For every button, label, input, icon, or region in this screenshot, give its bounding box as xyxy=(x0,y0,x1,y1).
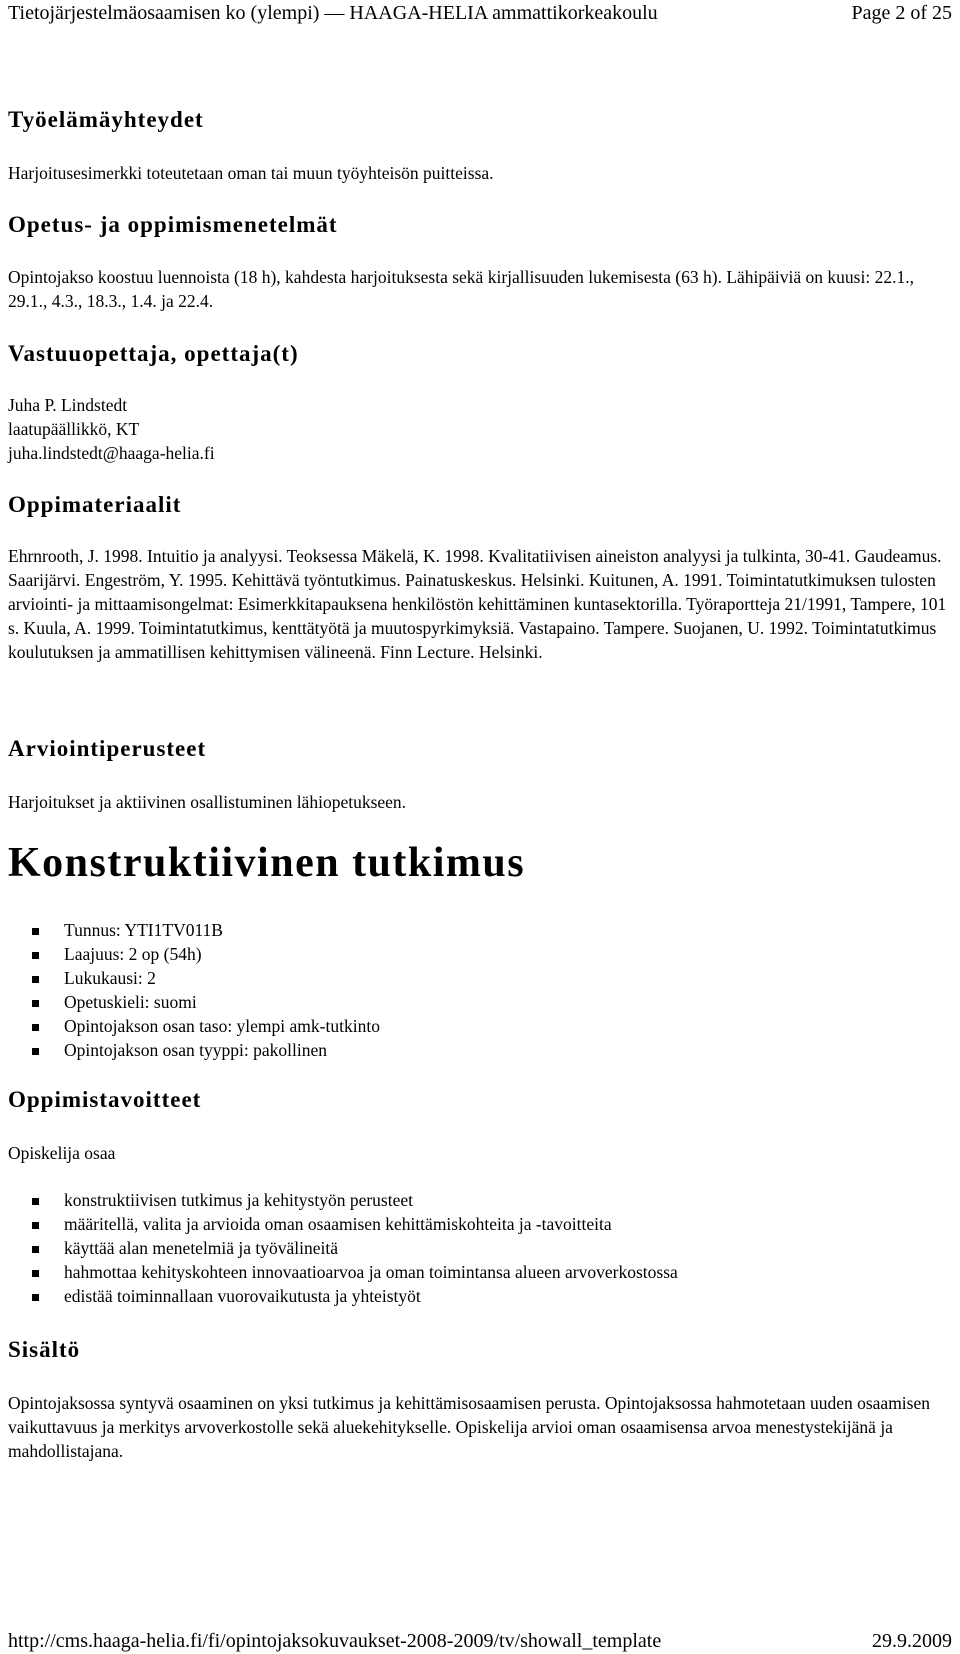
text-oppimateriaalit: Ehrnrooth, J. 1998. Intuitio ja analyysi. Teoksessa Mäkelä, K. 1998. Kvalitatiivisen aineiston analyysi ja tulkinta, 30-41. Gaudeamus. Saarijärvi. Engeström, Y. 1995. Kehittävä työntutkimus. Painatuskeskus. Helsinki. Kuitunen, A. 1991. Toimintatutkimuksen tulosten arviointi- ja mittaamisongelmat: Esimerkkitapauksena henkilöstön kehittäminen kuntasektorilla. Työraportteja 21/1991, Tampere, 101 s. Kuula, A. 1999. Toimintatutkimus, kenttätyötä ja muutospyrkimyksiä. Vastapaino. Tampere. Suojanen, U. 1992. Toimintatutkimus koulutuksen ja ammatillisen kehittymisen välineenä. Finn Lecture. Helsinki. xyxy=(8,546,947,662)
text-arviointiperusteet: Harjoitukset ja aktiivinen osallistuminen lähiopetukseen. xyxy=(8,792,407,812)
text-tyoelamayhteydet: Harjoitusesimerkki toteutetaan oman tai muun työyhteisön puitteissa. xyxy=(8,163,494,183)
teacher-role: laatupäällikkö, KT xyxy=(8,419,140,439)
teacher-email[interactable]: juha.lindstedt@haaga-helia.fi xyxy=(8,443,215,463)
objectives-list xyxy=(32,1188,678,1308)
heading-oppimistavoitteet: Oppimistavoitteet xyxy=(8,1087,202,1112)
heading-oppimateriaalit: Oppimateriaalit xyxy=(8,492,182,517)
text-oppimistavoitteet-intro: Opiskelija osaa xyxy=(8,1143,116,1163)
objective-item: edistää toiminnallaan vuorovaikutusta ja yhteistyöt xyxy=(32,1284,678,1308)
detail-item: Lukukausi: 2 xyxy=(32,966,380,990)
detail-item: Opintojakson osan tyyppi: pakollinen xyxy=(32,1038,380,1062)
heading-tyoelamayhteydet: Työelämäyhteydet xyxy=(8,107,204,132)
detail-item: Opintojakson osan taso: ylempi amk-tutkinto xyxy=(32,1014,380,1038)
heading-arviointiperusteet: Arviointiperusteet xyxy=(8,736,207,761)
detail-item: Tunnus: YTI1TV011B xyxy=(32,918,380,942)
page-number: Page 2 of 25 xyxy=(851,2,952,24)
objective-item: hahmottaa kehityskohteen innovaatioarvoa ja oman toimintansa alueen arvoverkostossa xyxy=(32,1260,678,1284)
footer-date: 29.9.2009 xyxy=(872,1630,952,1652)
document-title: Tietojärjestelmäosaamisen ko (ylempi) — HAAGA-HELIA ammattikorkeakoulu xyxy=(8,2,658,24)
text-opetusmenetelmat: Opintojakso koostuu luennoista (18 h), kahdesta harjoituksesta sekä kirjallisuuden lukemisesta (63 h). Lähipäiviä on kuusi: 22.1., 29.1., 4.3., 18.3., 1.4. ja 22.4. xyxy=(8,267,914,311)
heading-vastuuopettaja: Vastuuopettaja, opettaja(t) xyxy=(8,341,299,366)
text-sisalto: Opintojaksossa syntyvä osaaminen on yksi tutkimus ja kehittämisosaamisen perusta. Opintojaksossa hahmotetaan uuden osaamisen vaikuttavuus ja merkitys arvoverkostolle sekä aluekehitykselle. Opiskelija arvioi oman osaamisensa arvoa menestystekijänä ja mahdollistajana. xyxy=(8,1393,930,1461)
heading-sisalto: Sisältö xyxy=(8,1337,81,1362)
objective-item: konstruktiivisen tutkimus ja kehitystyön perusteet xyxy=(32,1188,678,1212)
detail-item: Laajuus: 2 op (54h) xyxy=(32,942,380,966)
footer-url[interactable]: http://cms.haaga-helia.fi/fi/opintojaksokuvaukset-2008-2009/tv/showall_template xyxy=(8,1630,662,1652)
course-details-list xyxy=(32,918,380,1062)
heading-opetusmenetelmat: Opetus- ja oppimismenetelmät xyxy=(8,212,338,237)
detail-item: Opetuskieli: suomi xyxy=(32,990,380,1014)
page-footer xyxy=(8,1628,952,1654)
objective-item: määritellä, valita ja arvioida oman osaamisen kehittämiskohteita ja -tavoitteita xyxy=(32,1212,678,1236)
course-title: Konstruktiivinen tutkimus xyxy=(8,840,526,886)
teacher-name: Juha P. Lindstedt xyxy=(8,395,128,415)
page-header xyxy=(8,0,952,26)
objective-item: käyttää alan menetelmiä ja työvälineitä xyxy=(32,1236,678,1260)
